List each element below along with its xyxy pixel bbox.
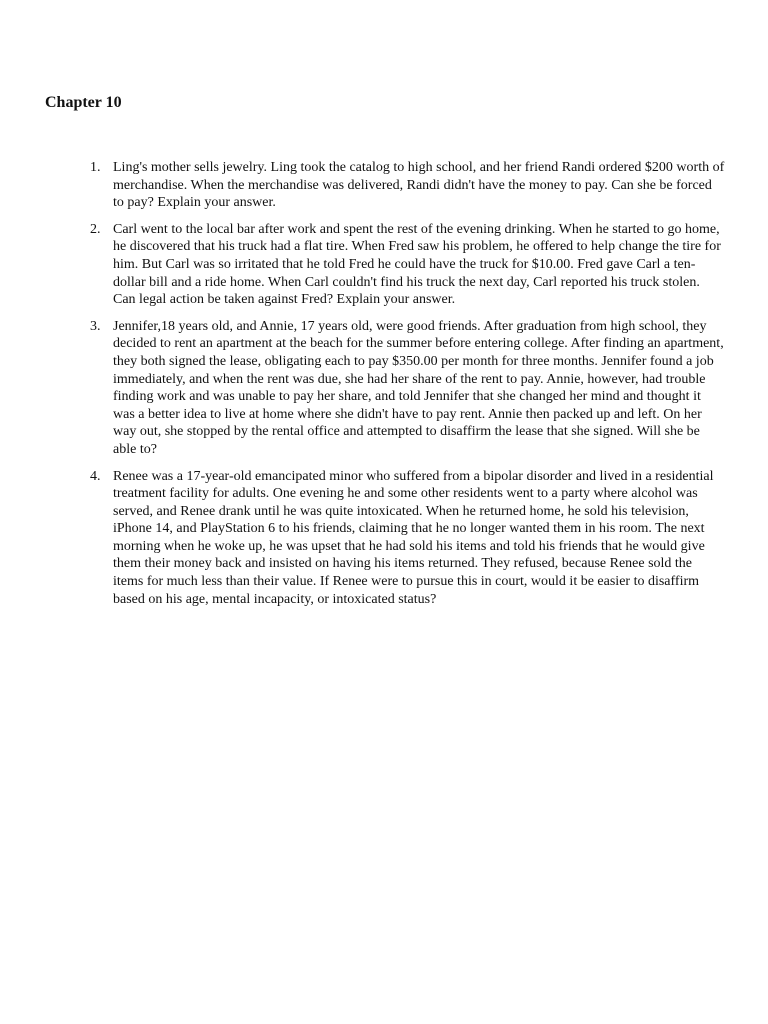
- question-text: Renee was a 17-year-old emancipated minor who suffered from a bipolar disorder and lived in a residential treatment facility for adults. One evening he and some other residents went to a party where alcohol was served, and Renee drank until he was quite intoxicated. When he returned home, he sold his television, iPhone 14, and PlayStation 6 to his friends, claiming that he no longer wanted them in his room. The next morning when he woke up, he was upset that he had sold his items and told his friends that he would give them their money back and insisted on having his items returned. They refused, because Renee sold the items for much less than their value. If Renee were to pursue this in court, would it be easier to disaffirm based on his age, mental incapacity, or intoxicated status?: [113, 468, 714, 607]
- question-item: [0, 468, 768, 609]
- question-text: Carl went to the local bar after work and spent the rest of the evening drinking. When he started to go home, he discovered that his truck had a flat tire. When Fred saw his problem, he offered to help change the tire for him. But Carl was so irritated that he told Fred he could have the truck for $10.00. Fred gave Carl a ten-dollar bill and a ride home. When Carl couldn't find his truck the next day, Carl reported his truck stolen. Can legal action be taken against Fred? Explain your answer.: [113, 221, 721, 308]
- question-item: [0, 318, 768, 459]
- question-item: [0, 159, 768, 212]
- question-number: 1.: [90, 160, 101, 175]
- question-list: [0, 159, 768, 617]
- question-text: Ling's mother sells jewelry. Ling took the catalog to high school, and her friend Randi ordered $200 worth of merchandise. When the merchandise was delivered, Randi didn't have the money to pay. Can she be forced to pay? Explain your answer.: [113, 160, 725, 211]
- question-text: Jennifer,18 years old, and Annie, 17 years old, were good friends. After graduation from high school, they decided to rent an apartment at the beach for the summer before entering college. After finding an apartment, they both signed the lease, obligating each to pay $350.00 per month for three months. Jennifer found a job immediately, and when the rent was due, she had her share of the rent to pay. Annie, however, had trouble finding work and was unable to pay her share, and told Jennifer that she changed her mind and thought it was a better idea to live at home where she didn't have to pay rent. Annie then packed up and left. On her way out, she stopped by the rental office and attempted to disaffirm the lease that she signed. Will she be able to?: [113, 318, 724, 457]
- question-number: 4.: [90, 468, 101, 484]
- page-title: Chapter 10: [45, 94, 122, 111]
- question-number: 3.: [90, 318, 101, 334]
- question-item: [0, 221, 768, 309]
- question-number: 2.: [90, 221, 101, 237]
